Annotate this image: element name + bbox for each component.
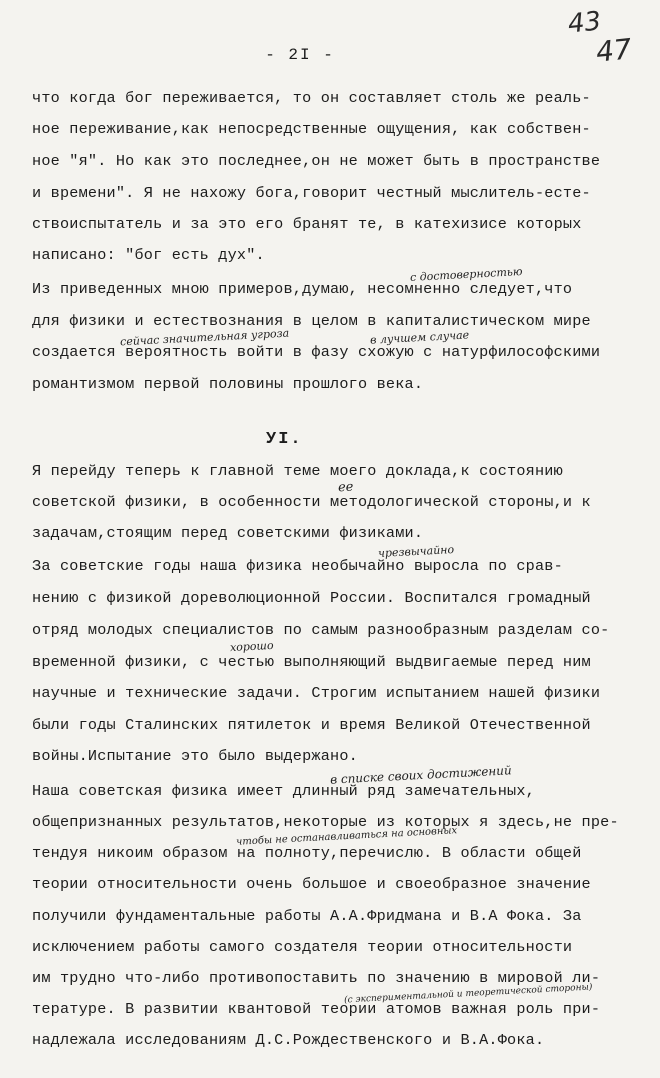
text-line-9: создается вероятность войти в фазу схожую с натурфилософскими [32,343,601,361]
text-line-16: отряд молодых специалистов по самым разнообразным разделам со- [32,621,610,639]
page-number: - 2I - [265,46,335,64]
archive-folio-mark-lower: 47 [594,32,634,69]
text-line-14: За советские годы наша физика необычайно выросла по срав- [32,557,563,575]
text-line-8: для физики и естествознания в целом в капиталистическом мире [32,312,591,330]
text-line-1: что когда бог переживается, то он составляет столь же реаль- [32,89,591,107]
text-line-5: ствоиспытатель и за это его бранят те, в катехизисе которых [32,215,582,233]
text-line-7: Из приведенных мною примеров,думаю, несомненно следует,что [32,280,573,298]
handwritten-note: в списке своих достижений [329,763,513,787]
archive-folio-mark-upper: 43 [566,6,603,40]
handwritten-note: хорошо [229,638,274,655]
text-line-17: временной физики, с честью выполняющий выдвигаемые перед ним [32,653,591,671]
text-line-26: исключением работы самого создателя теории относительности [32,938,573,956]
text-line-2: ное переживание,как непосредственные ощущения, как собствен- [32,120,591,138]
text-line-23: тендуя никоим образом на полноту,перечислю. В области общей [32,844,582,862]
text-line-15: нению с физикой дореволюционной России. Воспитался громадный [32,589,591,607]
text-line-27: им трудно что-либо противопоставить по значению в мировой ли- [32,969,601,987]
text-line-19: были годы Сталинских пятилеток и время Великой Отечественной [32,716,591,734]
handwritten-note: с достоверностью [409,265,523,284]
text-line-22: общепризнанных результатов,некоторые из которых я здесь,не пре- [32,813,619,831]
text-line-10: романтизмом первой половины прошлого века. [32,375,424,393]
text-line-29: надлежала исследованиям Д.С.Рождественского и В.А.Фока. [32,1031,545,1049]
text-line-24: теории относительности очень большое и своеобразное значение [32,875,591,893]
text-line-21: Наша советская физика имеет длинный ряд замечательных, [32,782,535,800]
text-line-4: и времени". Я не нахожу бога,говорит честный мыслитель-есте- [32,184,591,202]
handwritten-note: (с экспериментальной и теоретической стороны) [343,982,593,1006]
text-line-18: научные и технические задачи. Строгим испытанием нашей физики [32,684,601,702]
text-line-6: написано: "бог есть дух". [32,246,265,264]
text-line-13: задачам,стоящим перед советскими физиками. [32,524,424,542]
text-line-25: получили фундаментальные работы А.А.Фридмана и В.А Фока. За [32,907,582,925]
handwritten-note: чрезвычайно [377,543,455,560]
section-number: УI. [266,430,303,449]
text-line-28: тературе. В развитии квантовой теории атомов важная роль при- [32,1000,601,1018]
text-line-11: Я перейду теперь к главной теме моего доклада,к состоянию [32,462,563,480]
handwritten-note: чтобы не останавливаться на основных [235,825,458,848]
handwritten-note: ее [337,479,354,496]
text-line-20: войны.Испытание это было выдержано. [32,747,358,765]
text-line-3: ное "я". Но как это последнее,он не может быть в пространстве [32,152,601,170]
text-line-12: советской физики, в особенности методологической стороны,и к [32,493,591,511]
handwritten-note: сейчас значительная угроза [119,326,290,349]
handwritten-note: в лучшем случае [369,328,470,347]
